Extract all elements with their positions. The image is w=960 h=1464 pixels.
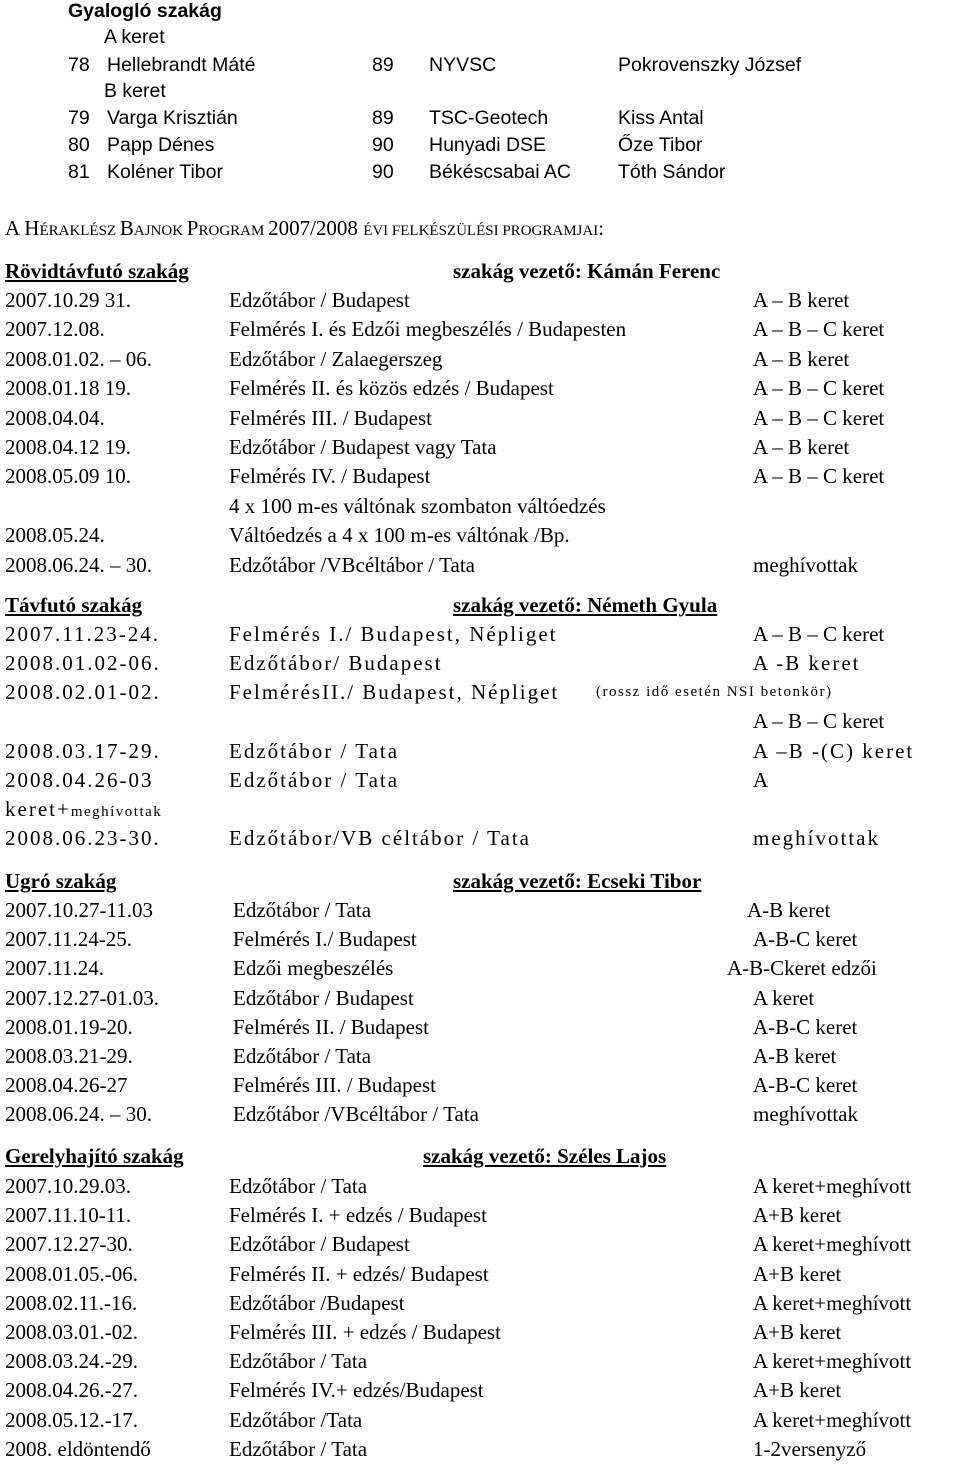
event-name: Edzőtábor / Budapest bbox=[233, 985, 414, 1010]
event-name: 4 x 100 m-es váltónak szombaton váltóedzés bbox=[229, 493, 606, 518]
event-name: Felmérés II. / Budapest bbox=[233, 1014, 429, 1039]
program-title: A HÉRAKLÉSZ BAJNOK PROGRAM 2007/2008 ÉVI FELKÉSZÜLÉSI PROGRAMJAI: bbox=[5, 216, 605, 240]
birth-year: 89 bbox=[372, 54, 394, 76]
event-date: 2008.05.09 10. bbox=[5, 464, 131, 489]
event-name: Edzőtábor/ Budapest bbox=[229, 651, 443, 675]
event-group-continued: keret+meghívottak bbox=[5, 797, 163, 821]
event-date: 2007.11.24. bbox=[5, 956, 104, 981]
event-group: A-B-C keret bbox=[753, 927, 858, 952]
event-date: 2008.04.04. bbox=[5, 405, 105, 430]
jumping-section-leader: szakág vezető: Ecseki Tibor bbox=[453, 869, 702, 893]
event-date: 2008.01.18 19. bbox=[5, 376, 131, 401]
event-name: FelmérésII./ Budapest, Népliget bbox=[229, 680, 560, 704]
event-group: A – B keret bbox=[753, 435, 850, 459]
a-keret-label: A keret bbox=[104, 26, 165, 48]
birth-year: 90 bbox=[372, 161, 394, 183]
athlete-name: Hellebrandt Máté bbox=[107, 54, 256, 76]
event-note: (rossz idő esetén NSI betonkör) bbox=[596, 684, 833, 700]
event-name: Felmérés III. / Budapest bbox=[233, 1073, 436, 1098]
event-group: A+B keret bbox=[753, 1378, 842, 1403]
event-name: Felmérés IV.+ edzés/Budapest bbox=[229, 1378, 484, 1403]
event-group: A keret+meghívott bbox=[753, 1349, 912, 1374]
event-group: A+B keret bbox=[753, 1320, 842, 1344]
event-group: A-B-C keret bbox=[753, 1014, 858, 1039]
event-date: 2008.06.24. – 30. bbox=[5, 1102, 152, 1127]
event-name: Edzőtábor /Budapest bbox=[229, 1290, 405, 1315]
event-name: Edzőtábor / Tata bbox=[229, 1436, 368, 1461]
event-group: meghívottak bbox=[753, 1102, 858, 1127]
event-name: Edzőtábor / Tata bbox=[233, 898, 372, 922]
event-group: A keret+meghívott bbox=[753, 1174, 912, 1198]
event-name: Edzőtábor / Tata bbox=[229, 1174, 368, 1198]
event-group: A-B keret bbox=[747, 898, 831, 922]
b-keret-label: B keret bbox=[104, 80, 166, 102]
event-date: 2008.01.19-20. bbox=[5, 1014, 133, 1039]
event-name: Felmérés I. + edzés / Budapest bbox=[229, 1203, 487, 1228]
event-name: Felmérés IV. / Budapest bbox=[229, 464, 431, 489]
event-date: 2007.12.27-30. bbox=[5, 1232, 133, 1257]
event-date: 2007.12.27-01.03. bbox=[5, 985, 159, 1010]
event-date: 2008.01.02-06. bbox=[5, 651, 161, 675]
event-group: A – B – C keret bbox=[753, 622, 885, 646]
event-date: 2007.12.08. bbox=[5, 317, 105, 342]
event-date: 2008.04.12 19. bbox=[5, 435, 131, 459]
event-date: 2008.04.26-27 bbox=[5, 1073, 128, 1098]
event-group: A -B keret bbox=[753, 651, 861, 675]
event-name: Felmérés I./ Budapest, Népliget bbox=[229, 622, 558, 646]
event-date: 2008.03.21-29. bbox=[5, 1044, 133, 1068]
event-group: A – B – C keret bbox=[753, 376, 885, 401]
event-date: 2008.06.23-30. bbox=[5, 826, 161, 850]
event-name: Edzőtábor / Zalaegerszeg bbox=[229, 346, 443, 371]
birth-year: 89 bbox=[372, 107, 394, 129]
event-name: Edzőtábor /VBcéltábor / Tata bbox=[233, 1102, 479, 1127]
event-name: Edzői megbeszélés bbox=[233, 956, 394, 981]
event-date: 2007.11.10-11. bbox=[5, 1203, 132, 1228]
javelin-section-leader: szakág vezető: Széles Lajos bbox=[423, 1144, 667, 1168]
athlete-number: 78 bbox=[68, 54, 90, 76]
event-date: 2008.02.01-02. bbox=[5, 680, 161, 704]
event-group: A – B – C keret bbox=[753, 317, 885, 342]
event-date: 2007.10.29 31. bbox=[5, 288, 131, 312]
athlete-name: Varga Krisztián bbox=[107, 107, 238, 129]
javelin-section-name: Gerelyhajító szakág bbox=[5, 1144, 184, 1168]
athlete-number: 79 bbox=[68, 107, 90, 129]
event-date: 2008.03.01.-02. bbox=[5, 1320, 138, 1344]
club: TSC-Geotech bbox=[429, 107, 549, 129]
event-group: meghívottak bbox=[753, 826, 880, 850]
event-group: A – B – C keret bbox=[753, 405, 885, 430]
event-date: 2007.10.29.03. bbox=[5, 1174, 131, 1198]
event-date: 2008.01.05.-06. bbox=[5, 1261, 138, 1286]
event-group: A – B keret bbox=[753, 288, 850, 312]
club: Hunyadi DSE bbox=[429, 134, 547, 156]
event-date: 2008.05.24. bbox=[5, 523, 105, 548]
coach: Pokrovenszky József bbox=[618, 54, 802, 76]
event-name: Edzőtábor / Tata bbox=[229, 768, 400, 792]
event-date: 2008.02.11.-16. bbox=[5, 1290, 138, 1315]
event-name: Edzőtábor/VB céltábor / Tata bbox=[229, 826, 531, 850]
event-date: 2008.01.02. – 06. bbox=[5, 346, 152, 371]
event-group: meghívottak bbox=[753, 552, 858, 577]
event-name: Felmérés III. + edzés / Budapest bbox=[229, 1320, 501, 1344]
jumping-section-name: Ugró szakág bbox=[5, 869, 117, 893]
event-group: A bbox=[753, 768, 769, 792]
event-group: 1-2versenyző bbox=[753, 1436, 867, 1461]
event-name: Felmérés II. + edzés/ Budapest bbox=[229, 1261, 489, 1286]
distance-section-leader: szakág vezető: Németh Gyula bbox=[453, 593, 718, 617]
event-group: A –B -(C) keret bbox=[753, 739, 915, 763]
athlete-name: Koléner Tibor bbox=[107, 161, 223, 183]
event-group: A – B – C keret bbox=[753, 464, 885, 489]
event-name: Edzőtábor / Tata bbox=[233, 1044, 372, 1068]
event-date: 2007.11.23-24. bbox=[5, 622, 160, 646]
event-date: 2008.04.26.-27. bbox=[5, 1378, 138, 1403]
event-name: Edzőtábor / Budapest bbox=[229, 1232, 410, 1257]
event-date: 2008.03.17-29. bbox=[5, 739, 161, 763]
event-group: A – B keret bbox=[753, 346, 850, 371]
club: Békéscsabai AC bbox=[429, 161, 571, 183]
walking-title: Gyalogló szakág bbox=[68, 0, 222, 22]
coach: Tóth Sándor bbox=[618, 161, 726, 183]
event-date: 2008.03.24.-29. bbox=[5, 1349, 138, 1374]
event-name: Edzőtábor / Budapest bbox=[229, 288, 410, 312]
event-date: 2008.04.26-03 bbox=[5, 768, 154, 792]
event-group: A-B-Ckeret edzői bbox=[727, 956, 877, 981]
event-group: A-B-C keret bbox=[753, 1073, 858, 1098]
event-group: A keret bbox=[753, 985, 815, 1010]
distance-section-name: Távfutó szakág bbox=[5, 593, 143, 617]
event-group: A-B keret bbox=[753, 1044, 837, 1068]
event-group: A+B keret bbox=[753, 1203, 842, 1228]
event-name: Edzőtábor / Budapest vagy Tata bbox=[229, 435, 497, 459]
event-name: Edzőtábor /VBcéltábor / Tata bbox=[229, 552, 475, 577]
event-date: 2008. eldöntendő bbox=[5, 1436, 151, 1461]
event-name: Edzőtábor / Tata bbox=[229, 739, 400, 763]
event-date: 2007.11.24-25. bbox=[5, 927, 132, 952]
event-group: A keret+meghívott bbox=[753, 1407, 912, 1432]
event-name: Felmérés I./ Budapest bbox=[233, 927, 417, 952]
event-group: A+B keret bbox=[753, 1261, 842, 1286]
sprint-section-name: Rövidtávfutó szakág bbox=[5, 259, 189, 283]
event-date: 2008.06.24. – 30. bbox=[5, 552, 152, 577]
event-name: Felmérés I. és Edzői megbeszélés / Budapesten bbox=[229, 317, 627, 342]
event-date: 2007.10.27-11.03 bbox=[5, 898, 153, 922]
event-name: Váltóedzés a 4 x 100 m-es váltónak /Bp. bbox=[229, 523, 570, 548]
birth-year: 90 bbox=[372, 134, 394, 156]
event-name: Edzőtábor /Tata bbox=[229, 1407, 363, 1432]
event-name: Felmérés II. és közös edzés / Budapest bbox=[229, 376, 554, 401]
event-group: A keret+meghívott bbox=[753, 1232, 912, 1257]
athlete-number: 81 bbox=[68, 161, 90, 183]
athlete-number: 80 bbox=[68, 134, 90, 156]
event-name: Felmérés III. / Budapest bbox=[229, 405, 432, 430]
club: NYVSC bbox=[429, 54, 497, 76]
event-group: A keret+meghívott bbox=[753, 1290, 912, 1315]
event-group: A – B – C keret bbox=[753, 709, 885, 733]
event-date: 2008.05.12.-17. bbox=[5, 1407, 138, 1432]
coach: Őze Tibor bbox=[618, 134, 703, 156]
coach: Kiss Antal bbox=[618, 107, 704, 129]
event-name: Edzőtábor / Tata bbox=[229, 1349, 368, 1374]
sprint-section-leader: szakág vezető: Kámán Ferenc bbox=[453, 259, 721, 283]
athlete-name: Papp Dénes bbox=[107, 134, 215, 156]
